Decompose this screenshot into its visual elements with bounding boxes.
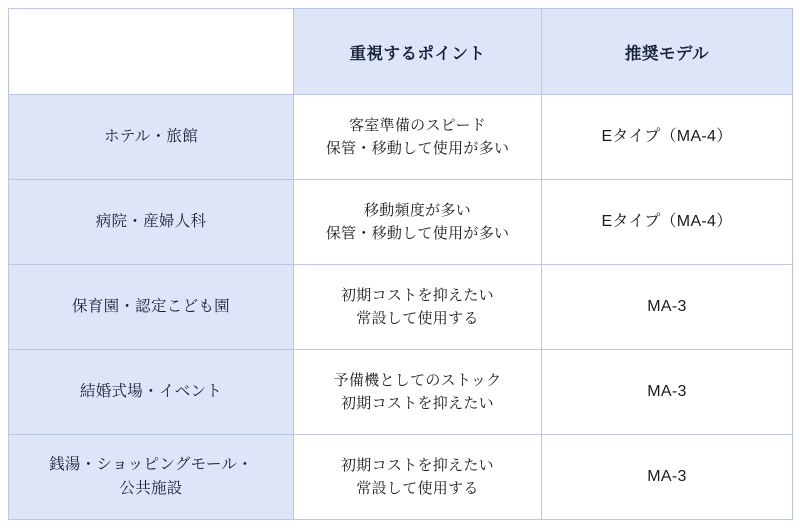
recommendation-table [8,8,793,520]
table-header [9,9,793,95]
point-line-2: 保管・移動して使用が多い [325,140,510,157]
row-point-wedding [294,350,542,435]
header-row [9,9,793,95]
point-line-1: 初期コストを抑えたい [340,456,494,474]
label-line-2: 公共施設 [119,480,183,497]
row-point-hotel [294,95,542,180]
point-line-1: 初期コストを抑えたい [340,286,494,304]
row-model-public: MA-3 [542,435,793,520]
row-label-nursery: 保育園・認定こども園 [9,265,294,350]
point-line-1: 客室準備のスピード [348,116,487,134]
table-row [9,95,793,180]
table-row [9,435,793,520]
point-line-2: 保管・移動して使用が多い [325,225,510,242]
table-row [9,350,793,435]
row-model-hospital: Eタイプ（MA-4） [542,180,793,265]
point-line-1: 移動頻度が多い [363,201,472,219]
header-cell-point: 重視するポイント [294,9,542,95]
row-point-public [294,435,542,520]
point-line-1: 予備機としてのストック [333,371,502,389]
row-model-hotel: Eタイプ（MA-4） [542,95,793,180]
row-model-wedding: MA-3 [542,350,793,435]
point-line-2: 初期コストを抑えたい [340,395,494,412]
header-cell-model: 推奨モデル [542,9,793,95]
point-line-2: 常設して使用する [356,310,479,327]
point-line-2: 常設して使用する [356,480,479,497]
row-point-hospital [294,180,542,265]
row-label-hospital: 病院・産婦人科 [9,180,294,265]
row-label-public [9,435,294,520]
row-point-nursery [294,265,542,350]
table-body [9,95,793,520]
header-cell-blank [9,9,294,95]
row-label-hotel: ホテル・旅館 [9,95,294,180]
table-row [9,180,793,265]
row-model-nursery: MA-3 [542,265,793,350]
row-label-wedding: 結婚式場・イベント [9,350,294,435]
label-line-1: 銭湯・ショッピングモール・ [49,455,253,473]
table-row [9,265,793,350]
